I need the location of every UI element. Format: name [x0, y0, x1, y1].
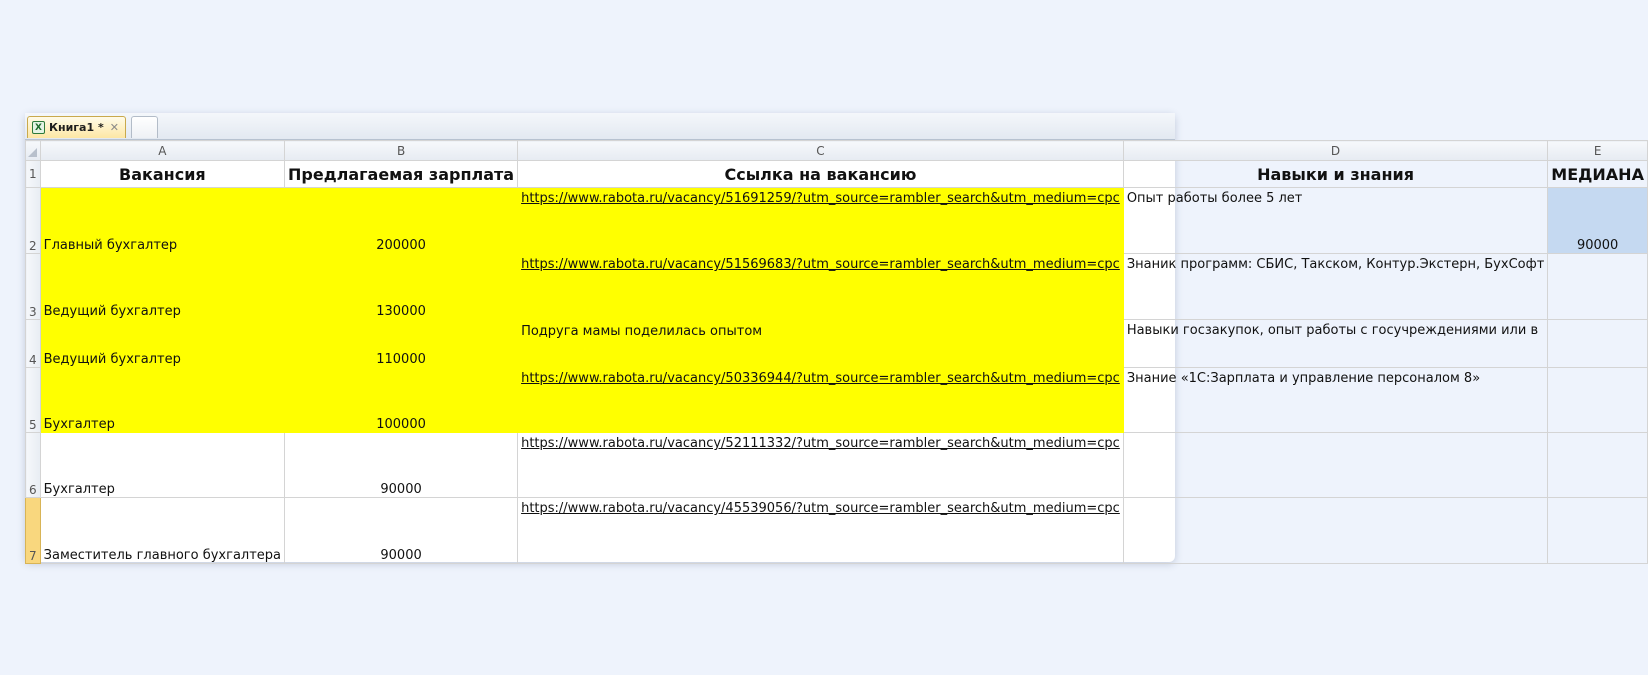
row-header[interactable]: 5: [26, 368, 41, 433]
header-cell-median[interactable]: МЕДИАНА: [1548, 161, 1648, 188]
header-cell-skills[interactable]: Навыки и знания: [1123, 161, 1547, 188]
header-cell-salary[interactable]: Предлагаемая зарплата: [285, 161, 518, 188]
vacancy-cell[interactable]: Ведущий бухгалтер: [40, 320, 284, 368]
select-all-button[interactable]: [26, 141, 41, 161]
column-header-a[interactable]: A: [40, 141, 284, 161]
header-cell-link[interactable]: Ссылка на вакансию: [518, 161, 1124, 188]
skills-cell[interactable]: [1123, 498, 1547, 564]
vacancy-cell[interactable]: Бухгалтер: [40, 433, 284, 498]
skills-cell[interactable]: [1123, 433, 1547, 498]
median-cell[interactable]: 90000: [1548, 188, 1648, 254]
vacancy-cell[interactable]: Заместитель главного бухгалтера: [40, 498, 284, 564]
column-header-d[interactable]: D: [1123, 141, 1547, 161]
median-cell[interactable]: [1548, 320, 1648, 368]
skills-text: Знаник программ: СБИС, Такском, Контур.Экстерн, БухСофт: [1126, 257, 1545, 272]
salary-cell[interactable]: 90000: [285, 498, 518, 564]
vacancy-cell[interactable]: Бухгалтер: [40, 368, 284, 433]
row-header-selected[interactable]: 7: [26, 498, 41, 564]
spreadsheet-window: [25, 113, 1644, 563]
row-header[interactable]: 1: [26, 161, 41, 188]
document-tab-bar: [25, 113, 1175, 140]
close-icon[interactable]: ✕: [109, 121, 119, 134]
column-header-b[interactable]: B: [285, 141, 518, 161]
salary-cell[interactable]: 100000: [285, 368, 518, 433]
workbook-tab[interactable]: [27, 116, 126, 138]
skills-cell[interactable]: [1123, 254, 1547, 320]
row-header[interactable]: 3: [26, 254, 41, 320]
salary-cell[interactable]: 200000: [285, 188, 518, 254]
row-header[interactable]: 6: [26, 433, 41, 498]
skills-cell[interactable]: Опыт работы более 5 лет: [1123, 188, 1547, 254]
source-cell[interactable]: Подруга мамы поделилась опытом: [518, 320, 1124, 368]
spreadsheet-grid: [25, 140, 1648, 564]
vacancy-link-cell[interactable]: https://www.rabota.ru/vacancy/50336944/?utm_source=rambler_search&utm_medium=cpc: [518, 368, 1124, 433]
vacancy-link-cell[interactable]: https://www.rabota.ru/vacancy/45539056/?utm_source=rambler_search&utm_medium=cpc: [518, 498, 1124, 564]
vacancy-cell[interactable]: Главный бухгалтер: [40, 188, 284, 254]
new-tab-button[interactable]: [131, 116, 158, 138]
median-cell[interactable]: [1548, 254, 1648, 320]
skills-cell[interactable]: Знание «1С:Зарплата и управление персоналом 8»: [1123, 368, 1547, 433]
median-cell[interactable]: [1548, 368, 1648, 433]
salary-cell[interactable]: 130000: [285, 254, 518, 320]
median-cell[interactable]: [1548, 433, 1648, 498]
vacancy-link-cell[interactable]: https://www.rabota.ru/vacancy/51691259/?utm_source=rambler_search&utm_medium=cpc: [518, 188, 1124, 254]
vacancy-cell[interactable]: Ведущий бухгалтер: [40, 254, 284, 320]
workbook-tab-title: Книга1 *: [49, 121, 104, 134]
salary-cell[interactable]: 110000: [285, 320, 518, 368]
row-header[interactable]: 4: [26, 320, 41, 368]
vacancy-link-cell[interactable]: https://www.rabota.ru/vacancy/51569683/?utm_source=rambler_search&utm_medium=cpc: [518, 254, 1124, 320]
vacancy-link-cell[interactable]: https://www.rabota.ru/vacancy/52111332/?utm_source=rambler_search&utm_medium=cpc: [518, 433, 1124, 498]
salary-cell[interactable]: 90000: [285, 433, 518, 498]
column-header-e[interactable]: E: [1548, 141, 1648, 161]
column-header-c[interactable]: C: [518, 141, 1124, 161]
excel-file-icon: X: [32, 121, 45, 134]
header-cell-vacancy[interactable]: Вакансия: [40, 161, 284, 188]
skills-cell[interactable]: Навыки госзакупок, опыт работы с госучреждениями или в: [1123, 320, 1547, 368]
row-header[interactable]: 2: [26, 188, 41, 254]
median-cell[interactable]: [1548, 498, 1648, 564]
